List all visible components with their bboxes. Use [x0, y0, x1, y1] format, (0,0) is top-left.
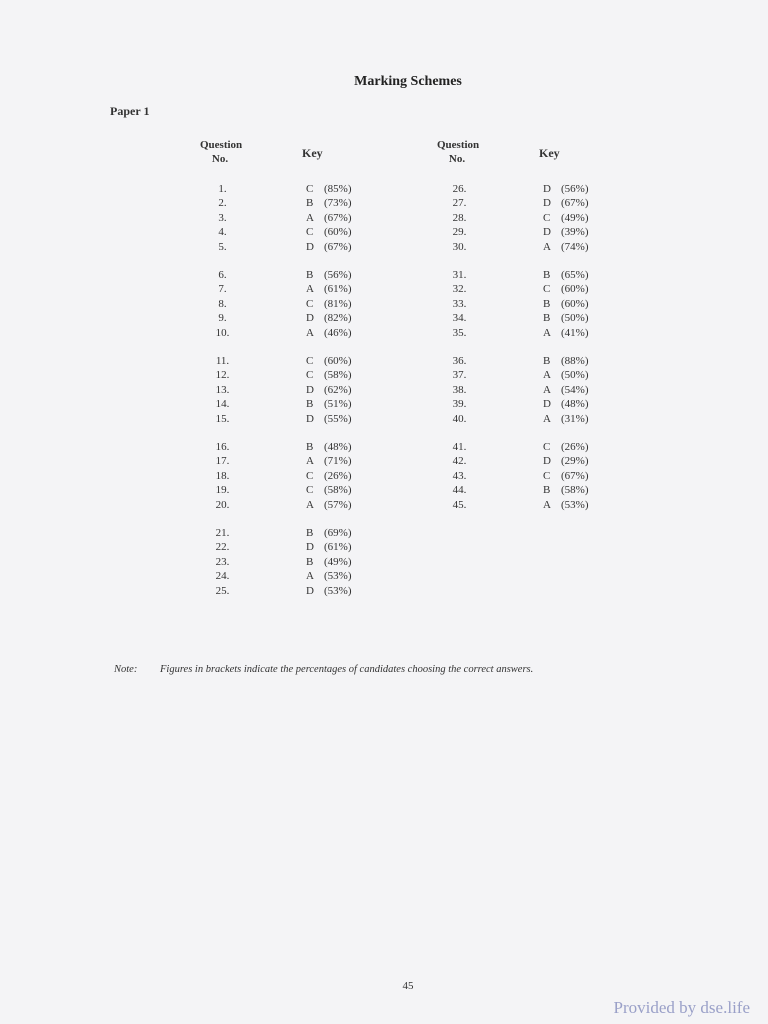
answer-percentage: (53%)	[324, 584, 352, 597]
question-number: 41.	[452, 441, 467, 453]
answer-key	[543, 440, 589, 454]
answer-key	[306, 483, 352, 497]
note-text: Figures in brackets indicate the percentages of candidates choosing the correct answers.	[160, 664, 534, 675]
question-number: 10.	[215, 326, 230, 339]
answer-key	[543, 412, 589, 426]
page-title: Marking Schemes	[354, 74, 462, 89]
answer-letter: A	[543, 412, 551, 425]
answer-percentage: (56%)	[324, 269, 352, 281]
question-number: 22.	[215, 541, 230, 554]
answer-percentage: (26%)	[324, 469, 352, 482]
question-number: 24.	[215, 570, 230, 583]
answer-percentage: (67%)	[324, 211, 352, 224]
answer-percentage: (67%)	[561, 469, 589, 482]
question-number: 27.	[452, 197, 467, 210]
question-number: 3.	[218, 211, 227, 224]
answer-key	[543, 282, 589, 296]
answer-key	[306, 368, 352, 382]
answer-letter: A	[543, 383, 551, 396]
question-number: 9.	[218, 312, 227, 325]
answer-key	[543, 498, 589, 512]
answer-key	[306, 196, 352, 210]
answer-percentage: (31%)	[561, 412, 589, 425]
question-number: 21.	[215, 527, 230, 539]
answer-percentage: (81%)	[324, 297, 352, 310]
question-number: 17.	[215, 455, 230, 468]
question-number: 13.	[215, 383, 230, 396]
answer-letter: C	[543, 211, 551, 224]
answer-key	[306, 268, 352, 282]
answer-letter: D	[306, 383, 314, 396]
question-number: 6.	[218, 269, 227, 281]
question-number: 25.	[215, 584, 230, 597]
answer-letter: C	[543, 283, 551, 296]
question-no-header	[437, 138, 480, 166]
answer-key	[306, 440, 352, 454]
answer-percentage: (51%)	[324, 398, 352, 411]
page-number: 45	[402, 980, 414, 992]
answer-key	[543, 397, 589, 411]
answer-percentage: (57%)	[324, 498, 352, 511]
question-number: 11.	[215, 355, 230, 367]
answer-letter: A	[543, 369, 551, 382]
answer-letter: D	[306, 584, 314, 597]
question-number: 4.	[218, 226, 227, 239]
answer-key	[543, 354, 589, 368]
answer-letter: C	[306, 226, 314, 239]
answer-letter: D	[543, 226, 551, 239]
answer-key	[306, 182, 352, 196]
answer-key	[306, 383, 352, 397]
key-header: Key	[302, 146, 323, 160]
answer-letter: B	[306, 269, 314, 281]
answer-key	[543, 211, 589, 225]
question-header-line1: Question	[200, 139, 243, 151]
question-number: 42.	[452, 455, 467, 468]
question-number: 12.	[215, 369, 230, 382]
answer-percentage: (50%)	[561, 312, 589, 325]
question-number: 44.	[452, 484, 467, 497]
answer-key	[306, 240, 352, 254]
answer-key	[306, 225, 352, 239]
answer-letter: A	[543, 498, 551, 511]
question-number: 39.	[452, 398, 467, 411]
answer-key	[543, 182, 589, 196]
question-number: 30.	[452, 240, 467, 253]
answer-letter: D	[306, 312, 314, 325]
question-number: 43.	[452, 469, 467, 482]
answer-percentage: (46%)	[324, 326, 352, 339]
answer-percentage: (54%)	[561, 383, 589, 396]
answer-percentage: (88%)	[561, 355, 589, 367]
answer-key	[306, 555, 352, 569]
answer-percentage: (58%)	[324, 369, 352, 382]
answer-letter: B	[306, 441, 314, 453]
answer-letter: A	[306, 283, 314, 296]
answer-letter: C	[543, 469, 551, 482]
answer-key	[543, 225, 589, 239]
answer-letter: A	[543, 326, 551, 339]
answer-key	[306, 469, 352, 483]
answer-letter: D	[306, 240, 314, 253]
answer-letter: C	[306, 369, 314, 382]
answer-percentage: (60%)	[324, 355, 352, 367]
answer-key	[306, 569, 352, 583]
answer-letter: C	[306, 484, 314, 497]
answer-percentage: (60%)	[324, 226, 352, 239]
answer-key	[543, 297, 589, 311]
question-no-header	[200, 138, 243, 166]
footnote	[114, 664, 533, 675]
answer-key	[306, 397, 352, 411]
answer-letter: B	[543, 312, 551, 325]
answer-percentage: (60%)	[561, 297, 589, 310]
question-number: 38.	[452, 383, 467, 396]
answer-percentage: (49%)	[561, 211, 589, 224]
key-header: Key	[539, 146, 560, 160]
question-number: 8.	[218, 297, 227, 310]
question-number: 14.	[215, 398, 230, 411]
answer-letter: D	[306, 412, 314, 425]
answer-percentage: (56%)	[561, 183, 589, 195]
answer-percentage: (73%)	[324, 197, 352, 210]
paper-label: Paper 1	[110, 104, 150, 118]
answer-key	[306, 526, 352, 540]
answer-letter: A	[543, 240, 551, 253]
answer-key	[543, 383, 589, 397]
answer-percentage: (82%)	[324, 312, 352, 325]
question-number: 1.	[218, 183, 227, 195]
question-header-line1: Question	[437, 139, 480, 151]
answer-percentage: (67%)	[561, 197, 589, 210]
answer-letter: B	[543, 355, 551, 367]
answer-letter: A	[306, 455, 314, 468]
answer-letter: B	[543, 484, 551, 497]
question-number: 40.	[452, 412, 467, 425]
answer-percentage: (69%)	[324, 527, 352, 539]
answer-key	[543, 240, 589, 254]
answer-letter: B	[543, 269, 551, 281]
answer-percentage: (71%)	[324, 455, 352, 468]
question-number: 35.	[452, 326, 467, 339]
answer-letter: B	[543, 297, 551, 310]
answer-key	[306, 354, 352, 368]
answer-key	[306, 282, 352, 296]
question-number: 32.	[452, 283, 467, 296]
question-header-line2: No.	[448, 153, 466, 165]
answer-percentage: (58%)	[561, 484, 589, 497]
answer-key	[306, 211, 352, 225]
answer-percentage: (60%)	[561, 283, 589, 296]
question-number: 45.	[452, 498, 467, 511]
answer-key	[543, 469, 589, 483]
answer-key	[306, 584, 352, 598]
answer-percentage: (29%)	[561, 455, 589, 468]
answer-percentage: (58%)	[324, 484, 352, 497]
answer-letter: D	[543, 183, 551, 195]
question-number: 15.	[215, 412, 230, 425]
answer-percentage: (65%)	[561, 269, 589, 281]
watermark: Provided by dse.life	[613, 998, 750, 1017]
question-number: 34.	[452, 312, 467, 325]
note-label: Note:	[114, 664, 138, 675]
answer-key	[306, 498, 352, 512]
question-number: 2.	[218, 197, 227, 210]
answer-letter: C	[543, 441, 551, 453]
answer-percentage: (61%)	[324, 283, 352, 296]
question-number: 33.	[452, 297, 467, 310]
answer-percentage: (85%)	[324, 183, 352, 195]
question-header-line2: No.	[211, 153, 229, 165]
answer-percentage: (55%)	[324, 412, 352, 425]
answer-key	[306, 540, 352, 554]
answer-letter: D	[543, 197, 551, 210]
question-number: 31.	[452, 269, 467, 281]
answer-key	[543, 326, 589, 340]
answer-percentage: (50%)	[561, 369, 589, 382]
answer-key	[306, 412, 352, 426]
answer-letter: A	[306, 570, 314, 583]
answer-percentage: (61%)	[324, 541, 352, 554]
question-number: 18.	[215, 469, 230, 482]
answer-key	[306, 311, 352, 325]
answer-letter: D	[543, 455, 551, 468]
question-number: 28.	[452, 211, 467, 224]
question-number: 7.	[218, 283, 227, 296]
answer-key	[543, 454, 589, 468]
answer-letter: B	[306, 527, 314, 539]
answer-letter: B	[306, 555, 314, 568]
answer-percentage: (62%)	[324, 383, 352, 396]
answer-percentage: (48%)	[561, 398, 589, 411]
answer-percentage: (48%)	[324, 441, 352, 453]
answer-letter: C	[306, 297, 314, 310]
answer-percentage: (39%)	[561, 226, 589, 239]
answer-letter: B	[306, 398, 314, 411]
question-number: 29.	[452, 226, 467, 239]
answer-key	[543, 268, 589, 282]
answer-percentage: (53%)	[561, 498, 589, 511]
answer-letter: C	[306, 469, 314, 482]
answer-percentage: (41%)	[561, 326, 589, 339]
answer-key	[543, 196, 589, 210]
answer-letter: A	[306, 326, 314, 339]
answer-letter: B	[306, 197, 314, 210]
answer-percentage: (74%)	[561, 240, 589, 253]
answer-letter: D	[306, 541, 314, 554]
answer-key	[306, 326, 352, 340]
answer-letter: D	[543, 398, 551, 411]
question-number: 37.	[452, 369, 467, 382]
answer-percentage: (53%)	[324, 570, 352, 583]
question-number: 26.	[452, 183, 467, 195]
answer-letter: C	[306, 183, 314, 195]
answer-key	[306, 297, 352, 311]
question-number: 16.	[215, 441, 230, 453]
question-number: 5.	[218, 240, 227, 253]
answer-percentage: (26%)	[561, 441, 589, 453]
question-number: 36.	[452, 355, 467, 367]
answer-key	[306, 454, 352, 468]
answer-letter: C	[306, 355, 314, 367]
question-number: 23.	[215, 555, 230, 568]
answer-key	[543, 311, 589, 325]
answer-key	[543, 483, 589, 497]
question-number: 20.	[215, 498, 230, 511]
answer-letter: A	[306, 211, 314, 224]
answer-letter: A	[306, 498, 314, 511]
question-number: 19.	[215, 484, 230, 497]
answer-percentage: (49%)	[324, 555, 352, 568]
answer-percentage: (67%)	[324, 240, 352, 253]
answer-key	[543, 368, 589, 382]
